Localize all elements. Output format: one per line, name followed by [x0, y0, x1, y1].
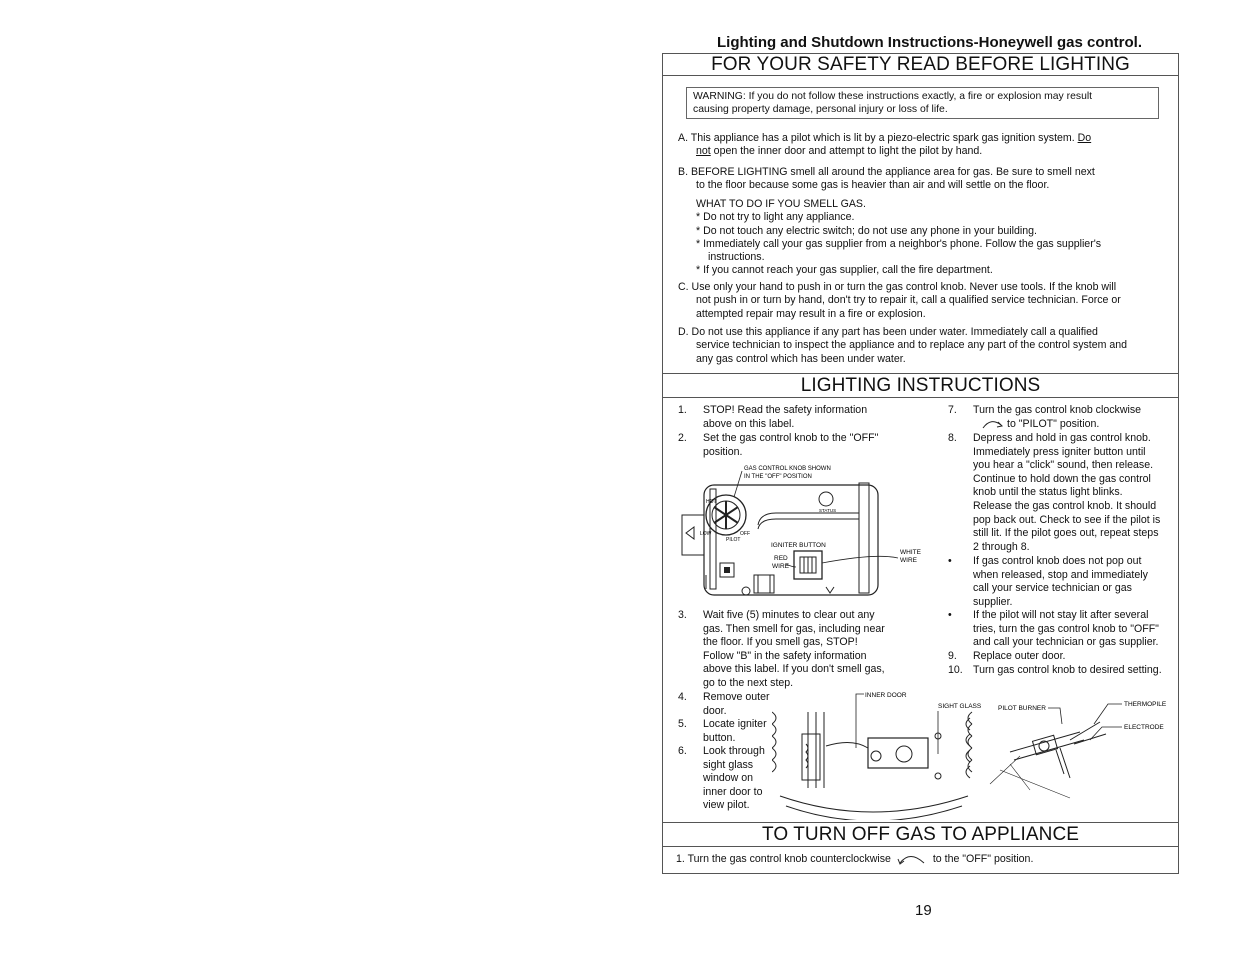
bullet-pilot-not-lit	[948, 609, 1180, 650]
bullet-text: when released, stop and immediately	[973, 568, 1148, 581]
step-text: Look through	[703, 745, 765, 757]
item-d-line3: any gas control which has been under water.	[696, 352, 906, 365]
warning-box	[686, 87, 1159, 119]
smell-gas-heading: WHAT TO DO IF YOU SMELL GAS.	[696, 198, 866, 210]
step-text: knob until the status light blinks.	[973, 486, 1123, 499]
smell-gas-item-cont: instructions.	[708, 251, 765, 264]
step-text: pop back out. Check to see if the pilot is	[973, 513, 1161, 526]
step-3	[678, 609, 928, 691]
item-c-line3: attempted repair may result in a fire or explosion.	[696, 307, 926, 320]
bullet-knob-not-pop	[948, 555, 1180, 609]
safety-heading: FOR YOUR SAFETY READ BEFORE LIGHTING	[711, 54, 1130, 75]
step-text: button.	[703, 731, 736, 744]
step-number: 3.	[678, 609, 687, 621]
off-label: OFF	[740, 531, 750, 537]
item-b-line1: B. BEFORE LIGHTING smell all around the appliance area for gas. Be sure to smell next	[678, 166, 1095, 178]
igniter-button-label: IGNITER BUTTON	[771, 542, 826, 549]
turnoff-top-divider	[662, 822, 1179, 823]
white-wire-label-line2: WIRE	[900, 557, 917, 564]
turnoff-heading: TO TURN OFF GAS TO APPLIANCE	[761, 824, 1080, 845]
step-text: above on this label.	[703, 417, 795, 430]
turnoff-step-1	[676, 853, 1176, 867]
warning-text-line1: WARNING: If you do not follow these instructions exactly, a fire or explosion may result	[693, 91, 1093, 102]
smell-gas-item: * If you cannot reach your gas supplier, call the fire department.	[696, 264, 993, 277]
bullet-icon: •	[948, 609, 952, 621]
lighting-heading-divider	[662, 397, 1179, 398]
item-a-underlined-do: Do	[1077, 132, 1092, 144]
status-light-icon	[819, 492, 833, 506]
step-10	[948, 664, 1180, 678]
step-text: gas. Then smell for gas, including near	[703, 622, 885, 635]
electrode-label: ELECTRODE	[1124, 724, 1164, 731]
gas-control-diagram	[676, 463, 936, 611]
step-text: window on	[703, 772, 754, 785]
sight-glass-label: SIGHT GLASS	[938, 703, 982, 710]
step-text: Follow "B" in the safety information	[703, 649, 867, 662]
counterclockwise-arrow-icon	[896, 853, 928, 865]
step-text: still lit. If the pilot goes out, repeat steps	[973, 527, 1159, 540]
step-9	[948, 650, 1180, 664]
step-number: 9.	[948, 650, 957, 662]
step-text: to "PILOT" position.	[1007, 417, 1100, 430]
item-a-text-cont: open the inner door and attempt to light the pilot by hand.	[710, 145, 983, 158]
step-text: Turn gas control knob to desired setting.	[973, 664, 1162, 676]
clockwise-arrow-icon	[981, 419, 1007, 429]
knob-label-line2: IN THE "OFF" POSITION	[744, 474, 812, 480]
inner-door-label: INNER DOOR	[865, 692, 907, 699]
step-text: above this label. If you don't smell gas,	[703, 663, 885, 676]
step-text: Locate igniter	[703, 718, 767, 730]
smell-gas-item: * Immediately call your gas supplier from a neighbor's phone. Follow the gas supplier's	[696, 237, 1102, 250]
step-text: Remove outer	[703, 691, 770, 703]
step-text: you hear a "click" sound, then release.	[973, 459, 1154, 472]
bullet-icon: •	[948, 555, 952, 567]
item-d-line2: service technician to inspect the appliance and to replace any part of the control system and	[696, 339, 1128, 352]
item-d-line1: D. Do not use this appliance if any part has been under water. Immediately call a qualified	[678, 326, 1098, 338]
step-number: 7.	[948, 404, 957, 416]
item-a-underlined-not: not	[696, 145, 711, 158]
pilot-label: PILOT	[726, 537, 741, 543]
step-text: sight glass	[703, 758, 754, 771]
status-label: STATUS	[819, 508, 837, 513]
thermopile-label: THERMOPILE	[1124, 701, 1167, 708]
step-number: 4.	[678, 691, 687, 703]
step-text: Turn the gas control knob clockwise	[973, 404, 1142, 416]
lighting-top-divider	[662, 373, 1179, 374]
safety-item-a	[678, 132, 1173, 159]
bullet-text: supplier.	[973, 595, 1013, 608]
red-wire-label-line1: RED	[774, 555, 788, 562]
item-c-line1: C. Use only your hand to push in or turn the gas control knob. Never use tools. If the knob will	[678, 281, 1117, 293]
step-text: the floor. If you smell gas, STOP!	[703, 636, 858, 649]
step-number: 6.	[678, 745, 687, 757]
white-wire-label-line1: WHITE	[900, 549, 921, 556]
step-text: Replace outer door.	[973, 650, 1066, 662]
safety-item-c	[678, 281, 1173, 321]
turnoff-step-text: 1. Turn the gas control knob counterclockwise	[676, 853, 891, 865]
smell-gas-item: * Do not try to light any appliance.	[696, 211, 855, 224]
smell-gas-item: * Do not touch any electric switch; do not use any phone in your building.	[696, 224, 1037, 237]
knob-label-line1: GAS CONTROL KNOB SHOWN	[744, 466, 831, 472]
red-wire-label-line2: WIRE	[772, 563, 789, 570]
bullet-text: tries, turn the gas control knob to "OFF"	[973, 622, 1159, 635]
igniter-button-icon	[794, 551, 822, 579]
pilot-burner-diagram	[930, 694, 1175, 804]
step-text: Set the gas control knob to the "OFF"	[703, 432, 879, 444]
step-text: door.	[703, 704, 727, 717]
low-label: LOW	[700, 531, 712, 537]
step-1	[678, 404, 918, 431]
lighting-heading: LIGHTING INSTRUCTIONS	[800, 375, 1041, 396]
item-c-line2: not push in or turn by hand, don't try to repair it, call a qualified service technician. Force or	[696, 294, 1121, 307]
step-8	[948, 432, 1180, 554]
step-number: 10.	[948, 664, 963, 676]
step-number: 1.	[678, 404, 687, 416]
step-text: view pilot.	[703, 799, 750, 812]
step-text: Release the gas control knob. It should	[973, 499, 1157, 512]
step-number: 5.	[678, 718, 687, 730]
step-text: Depress and hold in gas control knob.	[973, 432, 1151, 444]
item-b-line2: to the floor because some gas is heavier than air and will settle on the floor.	[696, 179, 1050, 192]
step-text: Continue to hold down the gas control	[973, 472, 1151, 485]
item-a-text: A. This appliance has a pilot which is lit by a piezo-electric spark gas ignition system.	[678, 132, 1078, 144]
bullet-text: and call your technician or gas supplier.	[973, 636, 1159, 649]
step-2	[678, 432, 918, 459]
step-text: go to the next step.	[703, 676, 794, 689]
step-text: Immediately press igniter button until	[973, 445, 1146, 458]
bullet-text: call your service technician or gas	[973, 582, 1132, 595]
step-text: 2 through 8.	[973, 540, 1030, 553]
step-text: STOP! Read the safety information	[703, 404, 868, 416]
step-text: Wait five (5) minutes to clear out any	[703, 609, 875, 621]
safety-item-b	[678, 166, 1173, 193]
hot-label: HOT	[706, 499, 717, 505]
document-title: Lighting and Shutdown Instructions-Honeywell gas control.	[717, 34, 1142, 51]
turnoff-step-text: to the "OFF" position.	[932, 853, 1034, 865]
warning-text-line2: causing property damage, personal injury or loss of life.	[693, 104, 948, 115]
step-text: inner door to	[703, 785, 763, 798]
bullet-text: If the pilot will not stay lit after several	[973, 609, 1149, 621]
step-text: position.	[703, 445, 743, 458]
step-7	[948, 404, 1178, 431]
step-number: 8.	[948, 432, 957, 444]
page-number: 19	[915, 902, 932, 919]
smell-gas-list	[696, 198, 1173, 278]
safety-heading-divider	[662, 75, 1179, 76]
safety-item-d	[678, 326, 1173, 366]
turnoff-heading-divider	[662, 846, 1179, 847]
pilot-burner-label: PILOT BURNER	[998, 705, 1046, 712]
bullet-text: If gas control knob does not pop out	[973, 555, 1142, 567]
step-number: 2.	[678, 432, 687, 444]
